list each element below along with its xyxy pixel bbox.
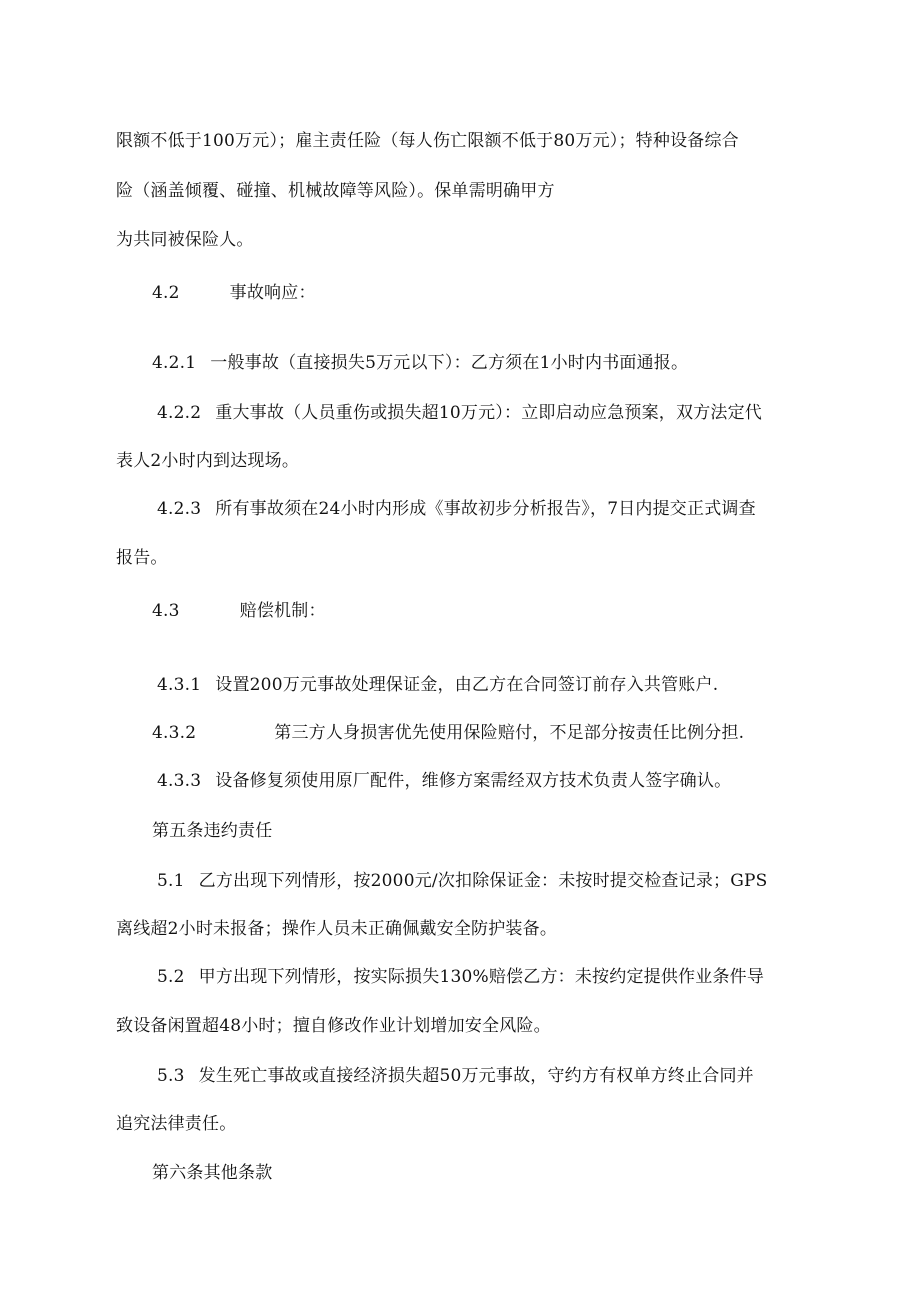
- clause-continuation: 报告。: [116, 548, 168, 568]
- clause-continuation: 致设备闲置超48小时；擅自修改作业计划增加安全风险。: [116, 1016, 551, 1036]
- clause-number: 5.2: [157, 967, 185, 987]
- clause-number: 5.3: [157, 1066, 185, 1086]
- clause-5-3: [157, 1065, 754, 1087]
- clause-text: 第三方人身损害优先使用保险赔付，不足部分按责任比例分担.: [274, 723, 745, 743]
- clause-number: 5.1: [157, 871, 185, 891]
- clause-text: 甲方出现下列情形，按实际损失130%赔偿乙方：未按约定提供作业条件导: [198, 967, 765, 987]
- section-title: 事故响应：: [229, 283, 316, 303]
- section-number: 4.2: [152, 283, 180, 303]
- clause-number: 4.3.3: [157, 771, 202, 791]
- section-title: 赔偿机制：: [239, 601, 326, 621]
- clause-text: 发生死亡事故或直接经济损失超50万元事故，守约方有权单方终止合同并: [198, 1066, 754, 1086]
- article-heading-5: 第五条违约责任: [152, 821, 273, 841]
- clause-5-2: [157, 966, 764, 988]
- clause-text: 一般事故（直接损失5万元以下）：乙方须在1小时内书面通报。: [210, 353, 689, 373]
- article-heading-6: 第六条其他条款: [152, 1163, 273, 1183]
- clause-continuation: 离线超2小时未报备；操作人员未正确佩戴安全防护装备。: [116, 919, 558, 939]
- paragraph-line: 限额不低于100万元）；雇主责任险（每人伤亡限额不低于80万元）；特种设备综合: [116, 131, 739, 151]
- section-heading-4-2: [152, 282, 316, 304]
- clause-number: 4.2.3: [157, 499, 202, 519]
- clause-text: 乙方出现下列情形，按2000元/次扣除保证金：未按时提交检查记录；GPS: [198, 871, 768, 891]
- clause-4-2-1: [152, 352, 688, 374]
- clause-number: 4.2.2: [157, 403, 202, 423]
- section-heading-4-3: [152, 600, 326, 622]
- clause-text: 设备修复须使用原厂配件，维修方案需经双方技术负责人签字确认。: [215, 771, 732, 791]
- clause-continuation: 表人2小时内到达现场。: [116, 451, 300, 471]
- clause-number: 4.3.1: [157, 675, 202, 695]
- clause-4-2-3: [157, 498, 756, 520]
- paragraph-line: 为共同被保险人。: [116, 230, 254, 250]
- clause-5-1: [157, 870, 768, 892]
- clause-4-3-1: [157, 674, 718, 696]
- clause-text: 所有事故须在24小时内形成《事故初步分析报告》，7日内提交正式调查: [215, 499, 756, 519]
- clause-4-3-3: [157, 770, 731, 792]
- clause-4-3-2: [152, 722, 744, 744]
- clause-4-2-2: [157, 402, 762, 424]
- section-number: 4.3: [152, 601, 180, 621]
- clause-number: 4.2.1: [152, 353, 197, 373]
- clause-continuation: 追究法律责任。: [116, 1114, 237, 1134]
- paragraph-line: 险（涵盖倾覆、碰撞、机械故障等风险）。保单需明确甲方: [116, 181, 555, 201]
- clause-text: 设置200万元事故处理保证金，由乙方在合同签订前存入共管账户.: [215, 675, 719, 695]
- clause-number: 4.3.2: [152, 723, 197, 743]
- clause-text: 重大事故（人员重伤或损失超10万元）：立即启动应急预案，双方法定代: [215, 403, 762, 423]
